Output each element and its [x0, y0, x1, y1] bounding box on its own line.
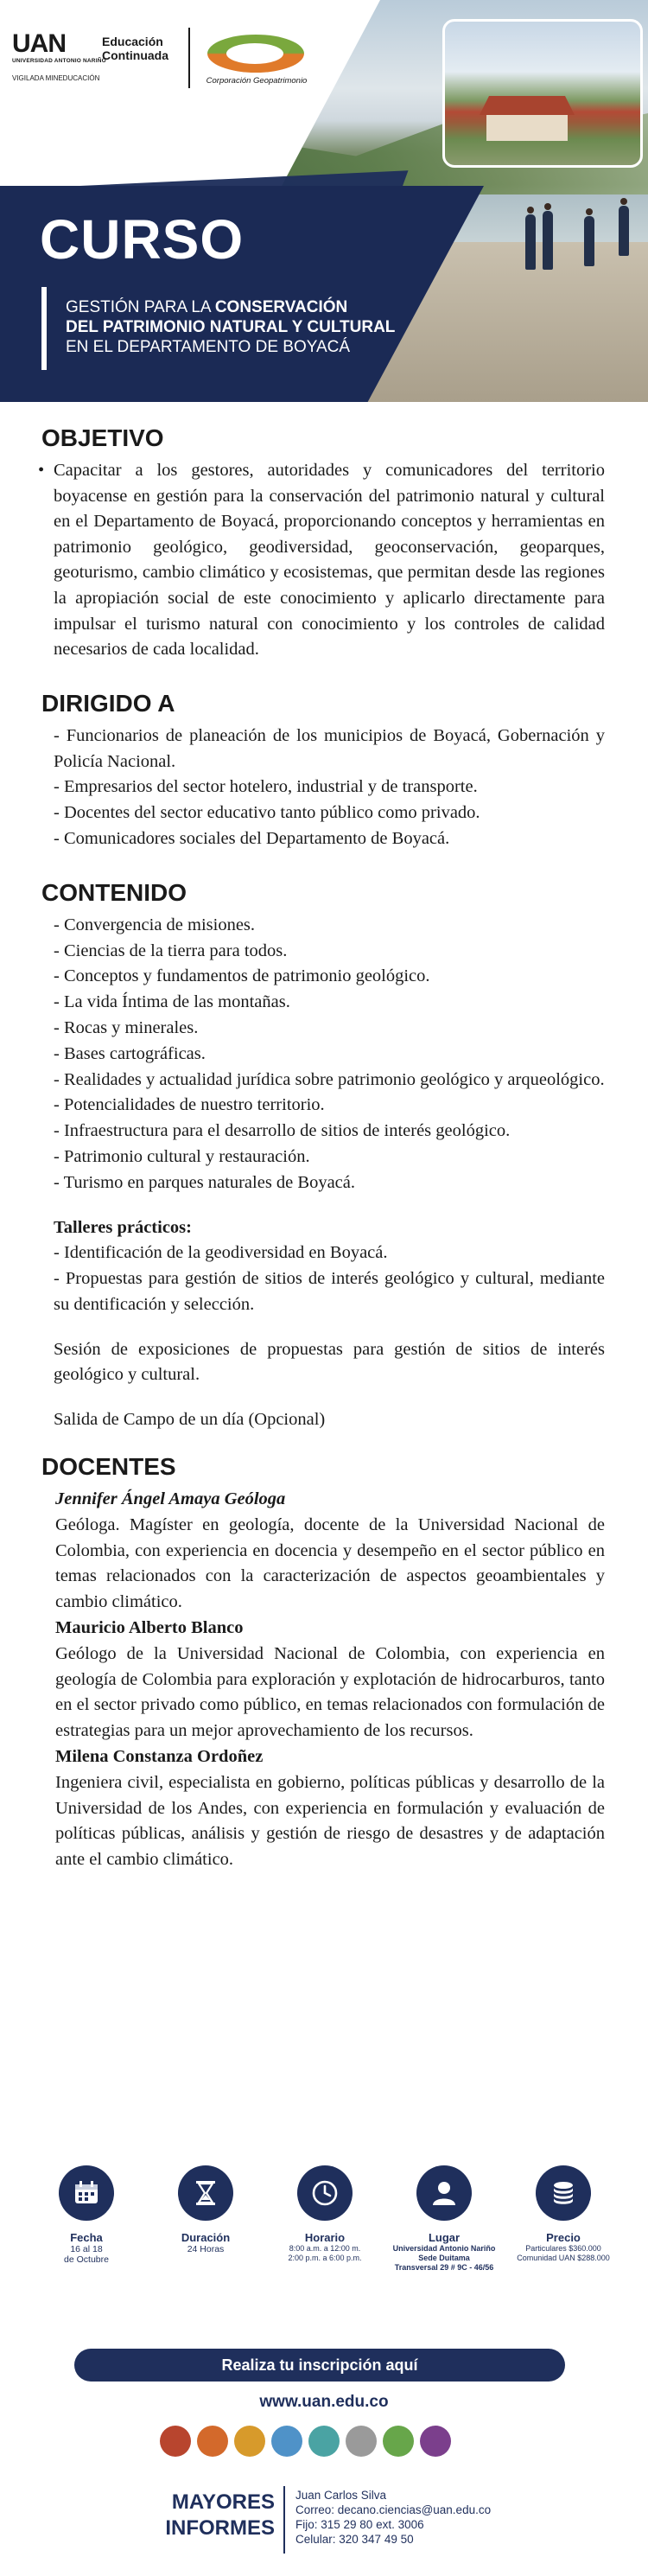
user-icon	[416, 2165, 472, 2221]
inscripcion-button[interactable]: Realiza tu inscripción aquí	[74, 2349, 565, 2382]
contact-name: Juan Carlos Silva	[295, 2489, 387, 2502]
spacer	[41, 1196, 605, 1215]
photo-person	[525, 214, 536, 270]
geopatrimonio-logo	[200, 31, 313, 88]
photo-person	[543, 211, 553, 270]
info-lugar-value-3: Transversal 29 # 9C - 46/56	[394, 2263, 494, 2272]
header-photo-inset	[442, 19, 643, 168]
info-lugar-label: Lugar	[428, 2231, 461, 2244]
contact-email[interactable]: Correo: decano.ciencias@uan.edu.co	[295, 2503, 492, 2516]
mayores-line-1: MAYORES	[171, 2490, 275, 2514]
list-item: - Realidades y actualidad jurídica sobre patrimonio geológico y arqueológico.	[54, 1069, 605, 1089]
info-fecha-value-2: de Octubre	[64, 2254, 109, 2265]
coins-icon	[536, 2165, 591, 2221]
teacher-bio: Geóloga. Magíster en geología, docente de la Universidad Nacional de Colombia, con experiencia en docencia y desempeño en el sector público en temas relacionados con la caracterización de aspectos geoambientales y cambio climático.	[55, 1514, 605, 1612]
list-item: - Comunicadores sociales del Departamento de Boyacá.	[54, 828, 450, 848]
geopatrimonio-emblem	[207, 35, 304, 73]
info-fecha	[26, 2165, 147, 2265]
color-dots	[160, 2426, 488, 2457]
info-horario-label: Horario	[304, 2231, 346, 2244]
talleres-list	[41, 1240, 605, 1317]
list-item: - Patrimonio cultural y restauración.	[54, 1146, 310, 1166]
logo-separator	[188, 28, 190, 88]
info-precio-value-2: Comunidad UAN $288.000	[517, 2254, 610, 2262]
uan-logo-word: UAN	[12, 29, 66, 58]
list-item: - Ciencias de la tierra para todos.	[54, 940, 288, 960]
spacer	[41, 1433, 605, 1452]
list-item: - Identificación de la geodiversidad en Boyacá.	[54, 1243, 388, 1263]
spacer	[41, 852, 605, 878]
color-dot	[234, 2426, 265, 2457]
vigilada-label: VIGILADA MINEDUCACIÓN	[12, 74, 100, 82]
list-item: - Turismo en parques naturales de Boyacá.	[54, 1172, 355, 1192]
info-horario	[264, 2165, 385, 2263]
objetivo-text	[38, 458, 605, 663]
edu-line-2: Continuada	[102, 48, 168, 62]
teacher-bio: Geólogo de la Universidad Nacional de Colombia, con experiencia en geología de Colombia para exploración y explotación de hidrocarburos, tanto en el sector privado como público, en temas relacionados con formulación de estrategias para un mejor aprovechamiento de los recursos.	[55, 1643, 605, 1741]
spacer	[41, 663, 605, 689]
sesion-text: Sesión de exposiciones de propuestas para gestión de sitios de interés geológico y cultural.	[54, 1339, 605, 1385]
talleres-title: Talleres prácticos:	[54, 1217, 192, 1237]
clock-icon	[297, 2165, 353, 2221]
teacher-name: Mauricio Alberto Blanco	[55, 1618, 244, 1638]
dirigido-list	[41, 724, 605, 852]
teacher-bio: Ingeniera civil, especialista en gobierno, políticas públicas y desarrollo de la Universidad de los Andes, con experiencia en formulación y evaluación de políticas públicas, análisis y gestión de riesgo de desastres y de adaptación ante el cambio climático.	[55, 1772, 605, 1870]
subtitle-line-2-text: DEL PATRIMONIO NATURAL Y CULTURAL	[66, 318, 396, 336]
calendar-icon	[59, 2165, 114, 2221]
page-title: CURSO	[40, 208, 245, 271]
objetivo-text-body: Capacitar a los gestores, autoridades y comunicadores del territorio boyacense en gestión para la conservación del patrimonio natural y cultural en el Departamento de Boyacá, proporcionando conceptos y herramientas en patrimonio geológico, geodiversidad, geoconservación, geoparques, geoturismo, cambio climático y ecosistemas, que permitan desde las regiones la apropiación social de este conocimiento y aplicarlo directamente para impulsar el turismo natural con conocimiento y los controles de calidad necesarios de cada localidad.	[54, 461, 605, 660]
color-dot	[308, 2426, 340, 2457]
photo-person	[584, 216, 594, 266]
contact-separator	[283, 2486, 285, 2554]
list-item: - Empresarios del sector hotelero, industrial y de transporte.	[54, 777, 478, 797]
color-dot	[346, 2426, 377, 2457]
list-item: - Rocas y minerales.	[54, 1017, 199, 1037]
mayores-informes	[145, 2490, 275, 2541]
edu-line-1: Educación	[102, 35, 163, 48]
salida-text: Salida de Campo de un día (Opcional)	[54, 1410, 326, 1430]
section-contenido-title: CONTENIDO	[41, 878, 187, 906]
section-objetivo-title: OBJETIVO	[41, 424, 164, 451]
color-dot	[420, 2426, 451, 2457]
teacher-name: Jennifer Ángel Amaya Geóloga	[55, 1489, 286, 1509]
list-item: - Funcionarios de planeación de los municipios de Boyacá, Gobernación y Policía Nacional.	[54, 725, 605, 771]
info-duracion-value: 24 Horas	[187, 2244, 225, 2254]
geopatrimonio-text: Corporación Geopatrimonio	[206, 76, 308, 86]
list-item: - Potencialidades de nuestro territorio.	[54, 1095, 325, 1115]
color-dot	[160, 2426, 191, 2457]
list-item: - Conceptos y fundamentos de patrimonio geológico.	[54, 966, 430, 986]
contact-info	[295, 2488, 520, 2547]
course-subtitle	[66, 297, 395, 357]
subtitle-line-1-pre: GESTIÓN PARA LA	[66, 298, 215, 316]
info-fecha-value: 16 al 18	[70, 2244, 103, 2254]
info-lugar-value-2: Sede Duitama	[418, 2254, 470, 2262]
info-duracion-label: Duración	[181, 2231, 231, 2244]
subtitle-line-1-bold: CONSERVACIÓN	[214, 298, 348, 316]
teacher-name: Milena Constanza Ordoñez	[55, 1747, 264, 1767]
color-dot	[383, 2426, 414, 2457]
contact-phone[interactable]: Fijo: 315 29 80 ext. 3006	[295, 2518, 424, 2531]
bullet-icon: •	[38, 461, 45, 480]
color-dot	[271, 2426, 302, 2457]
contact-mobile[interactable]: Celular: 320 347 49 50	[295, 2533, 414, 2546]
photo-person	[619, 206, 629, 256]
list-item: - Bases cartográficas.	[54, 1043, 206, 1063]
course-info-row	[26, 2165, 622, 2286]
list-item: - Infraestructura para el desarrollo de sitios de interés geológico.	[54, 1121, 511, 1141]
educacion-continuada	[102, 35, 168, 62]
subtitle-line-3: EN EL DEPARTAMENTO DE BOYACÁ	[66, 338, 351, 356]
subtitle-line-2	[66, 317, 395, 337]
list-item: - Convergencia de misiones.	[54, 915, 256, 934]
list-item: - La vida Íntima de las montañas.	[54, 992, 290, 1012]
list-item: - Docentes del sector educativo tanto público como privado.	[54, 803, 480, 823]
info-precio-value: Particulares $360.000	[525, 2244, 601, 2253]
main-content	[38, 424, 605, 1873]
inset-wall	[486, 115, 568, 141]
info-precio-label: Precio	[546, 2231, 581, 2244]
contenido-list	[41, 913, 605, 1196]
info-fecha-label: Fecha	[70, 2231, 103, 2244]
hourglass-icon	[178, 2165, 233, 2221]
title-accent-bar	[41, 287, 47, 370]
inset-roof	[480, 96, 575, 115]
info-precio	[503, 2165, 624, 2263]
mayores-line-2: INFORMES	[165, 2516, 275, 2540]
header-banner	[0, 0, 648, 402]
info-duracion	[145, 2165, 266, 2254]
list-item: - Propuestas para gestión de sitios de interés geológico y cultural, mediante su dentificación y selección.	[54, 1269, 605, 1314]
spacer	[41, 1318, 605, 1337]
info-lugar-value: Universidad Antonio Nariño	[392, 2244, 496, 2253]
spacer	[41, 1388, 605, 1407]
uan-logo-sub: UNIVERSIDAD ANTONIO NARIÑO	[12, 58, 106, 64]
info-horario-value: 8:00 a.m. a 12:00 m.	[289, 2244, 361, 2253]
color-dot	[197, 2426, 228, 2457]
info-lugar	[384, 2165, 505, 2273]
section-dirigido-title: DIRIGIDO A	[41, 689, 175, 717]
section-docentes-title: DOCENTES	[41, 1453, 176, 1481]
info-horario-value-2: 2:00 p.m. a 6:00 p.m.	[288, 2254, 362, 2262]
website-link[interactable]: www.uan.edu.co	[259, 2393, 389, 2411]
subtitle-line-1	[66, 297, 395, 317]
uan-logo	[12, 31, 185, 93]
